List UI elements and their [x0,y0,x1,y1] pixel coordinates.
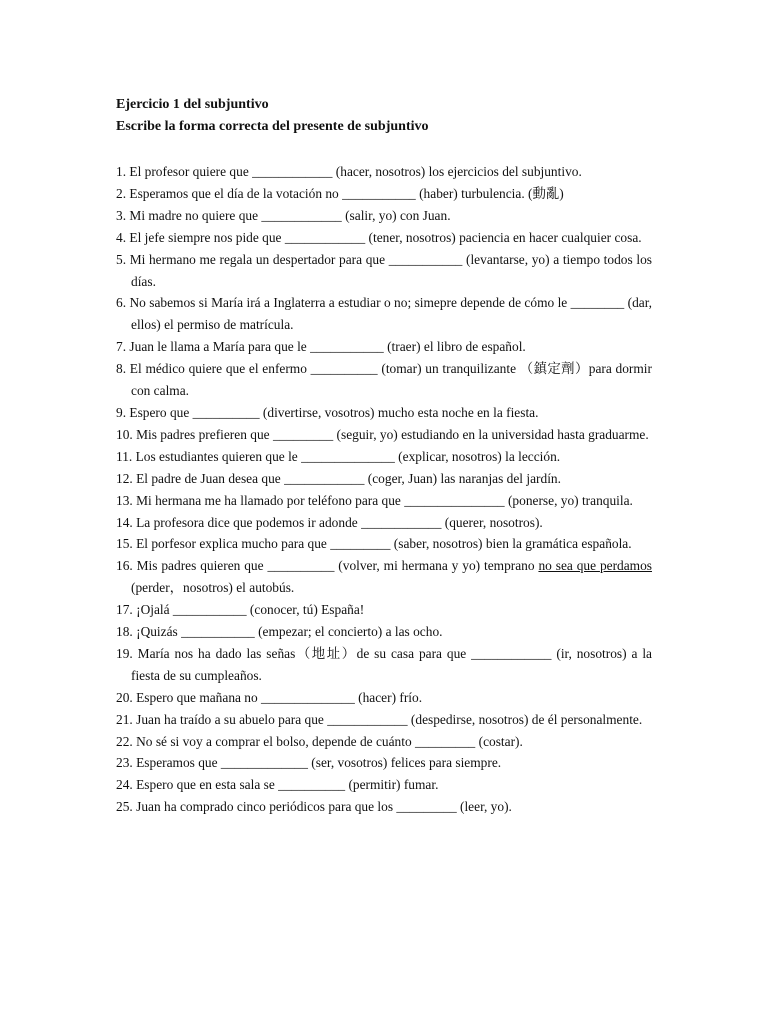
item-number: 12. [116,470,133,486]
exercise-item [116,183,652,205]
item-number: 15. [116,536,133,552]
exercise-item [116,358,652,402]
underlined-answer: perdamos [599,558,652,574]
page-subtitle: Escribe la forma correcta del presente de subjuntivo [116,119,429,134]
item-number: 19. [116,645,133,661]
item-number: 3. [116,207,127,223]
exercise-item [116,402,652,424]
item-number: 11. [116,448,133,464]
item-number: 1. [116,164,127,179]
item-number: 6. [116,295,127,311]
exercise-item [116,709,652,731]
item-text: Espero que __________ (divertirse, vosotros) mucho esta noche en la fiesta. [129,404,539,420]
exercise-item [116,161,652,183]
item-number: 13. [116,492,133,508]
exercise-item [116,292,652,336]
item-text: Espero que mañana no ______________ (hacer) frío. [136,689,423,705]
item-text-before: Mis padres quieren que __________ (volver, mi hermana y yo) temprano [136,558,539,574]
item-text: Mi hermano me regala un despertador para que ___________ (levantarse, yo) a tiempo todos los días. [129,251,652,289]
item-text: Esperamos que _____________ (ser, vosotros) felices para siempre. [136,755,502,771]
exercise-item [116,643,652,687]
item-number: 21. [116,711,133,727]
item-text: El médico quiere que el enfermo __________ (tomar) un tranquilizante （鎮定劑）para dormir con calma. [129,361,652,399]
item-number: 14. [116,514,133,530]
item-text: Esperamos que el día de la votación no ___________ (haber) turbulencia. (動亂) [129,185,564,201]
item-number: 9. [116,404,127,420]
exercise-item [116,599,652,621]
exercise-item [116,205,652,227]
item-number: 7. [116,339,127,355]
item-text-after: (perder，nosotros) el autobús. [131,580,295,596]
exercise-item [116,512,652,534]
item-number: 5. [116,251,127,267]
item-text: Juan le llama a María para que le ___________ (traer) el libro de español. [129,339,526,355]
item-text: María nos ha dado las señas（地址）de su casa para que ____________ (ir, nosotros) a la fiesta de su cumpleaños. [131,645,652,683]
item-text: No sé si voy a comprar el bolso, depende de cuánto _________ (costar). [136,733,523,749]
item-number: 23. [116,755,133,771]
exercise-item [116,468,652,490]
exercise-item [116,752,652,774]
item-number: 4. [116,229,127,245]
item-text: ¡Ojalá ___________ (conocer, tú) España! [136,602,365,618]
underlined-phrase: no sea que [538,558,600,574]
exercise-item [116,555,652,599]
item-text: No sabemos si María irá a Inglaterra a estudiar o no; simepre depende de cómo le ________ (dar, ellos) el permiso de matrícula. [129,295,652,333]
item-text: Espero que en esta sala se __________ (permitir) fumar. [136,777,439,793]
exercise-item [116,446,652,468]
exercise-item [116,336,652,358]
item-text: Mi hermana me ha llamado por teléfono para que _______________ (ponerse, yo) tranquila. [136,492,633,508]
item-text: ¡Quizás ___________ (empezar; el concierto) a las ocho. [136,624,443,640]
item-text: Juan ha comprado cinco periódicos para que los _________ (leer, yo). [136,799,512,815]
exercise-item [116,227,652,249]
item-number: 10. [116,426,133,442]
exercise-item [116,687,652,709]
item-number: 22. [116,733,133,749]
item-number: 8. [116,361,127,377]
item-text: Mi madre no quiere que ____________ (salir, yo) con Juan. [129,207,451,223]
item-text: La profesora dice que podemos ir adonde ____________ (querer, nosotros). [136,514,543,530]
item-number: 24. [116,777,133,793]
item-number: 17. [116,602,133,618]
item-number: 2. [116,185,127,201]
exercise-item [116,533,652,555]
exercise-list [116,161,652,818]
exercise-item [116,424,652,446]
item-number: 18. [116,624,133,640]
item-number: 16. [116,558,133,574]
item-text: El profesor quiere que ____________ (hacer, nosotros) los ejercicios del subjuntivo. [129,164,582,179]
exercise-item [116,796,652,818]
item-number: 25. [116,799,133,815]
page-title: Ejercicio 1 del subjuntivo [116,97,269,112]
item-text: Mis padres prefieren que _________ (seguir, yo) estudiando en la universidad hasta graduarme. [136,426,649,442]
exercise-item [116,774,652,796]
exercise-item [116,249,652,293]
exercise-item [116,621,652,643]
item-number: 20. [116,689,133,705]
exercise-item [116,490,652,512]
item-text: El porfesor explica mucho para que _________ (saber, nosotros) bien la gramática española. [136,536,632,552]
exercise-item [116,731,652,753]
item-text: Los estudiantes quieren que le ______________ (explicar, nosotros) la lección. [135,448,561,464]
item-text: Juan ha traído a su abuelo para que ____________ (despedirse, nosotros) de él personalmente. [136,711,643,727]
item-text: El jefe siempre nos pide que ____________ (tener, nosotros) paciencia en hacer cualquier cosa. [129,229,642,245]
item-text: El padre de Juan desea que ____________ (coger, Juan) las naranjas del jardín. [136,470,561,486]
